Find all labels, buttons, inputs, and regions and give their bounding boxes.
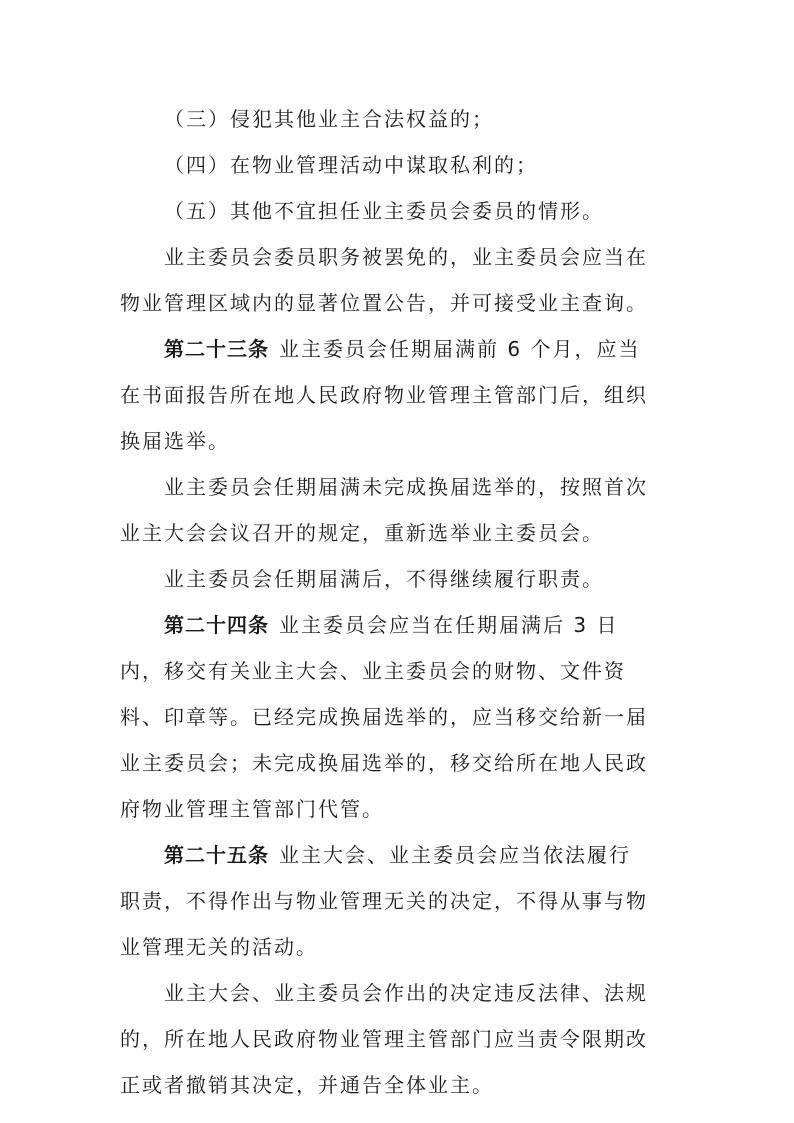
paragraph-line: 职责，不得作出与物业管理无关的决定，不得从事与物 — [120, 889, 648, 913]
paragraph-line: 业主委员会；未完成换届选举的，移交给所在地人民政 — [120, 751, 648, 775]
paragraph-line: 的，所在地人民政府物业管理主管部门应当责令限期改 — [120, 1027, 648, 1051]
paragraph-line: 料、印章等。已经完成换届选举的，应当移交给新一届 — [120, 705, 648, 729]
paragraph-line: 业管理无关的活动。 — [120, 935, 318, 959]
paragraph-line: 在书面报告所在地人民政府物业管理主管部门后，组织 — [120, 383, 648, 407]
paragraph-line: 业主委员会任期届满未完成换届选举的，按照首次 — [164, 475, 648, 499]
document-body — [120, 96, 668, 1108]
paragraph-line: 内，移交有关业主大会、业主委员会的财物、文件资 — [120, 659, 626, 683]
paragraph-line: 业主委员会委员职务被罢免的，业主委员会应当在 — [164, 245, 648, 269]
article-24-first-line — [120, 602, 668, 648]
article-24-text: 业主委员会应当在任期届满后 3 日 — [279, 613, 619, 637]
article-23-title: 第二十三条 — [164, 337, 269, 361]
paragraph-line: 业主大会会议召开的规定，重新选举业主委员会。 — [120, 521, 604, 545]
article-23-text: 业主委员会任期届满前 6 个月，应当 — [279, 337, 641, 361]
paragraph-line: 府物业管理主管部门代管。 — [120, 797, 384, 821]
article-25-first-line — [120, 832, 668, 878]
paragraph-line: 正或者撤销其决定，并通告全体业主。 — [120, 1073, 494, 1097]
article-25-title: 第二十五条 — [164, 843, 269, 867]
clause-4-line: （四）在物业管理活动中谋取私利的； — [164, 153, 538, 177]
article-25-text: 业主大会、业主委员会应当依法履行 — [279, 843, 631, 867]
paragraph-line: 业主大会、业主委员会作出的决定违反法律、法规 — [164, 981, 648, 1005]
clause-3-line: （三）侵犯其他业主合法权益的； — [164, 107, 494, 131]
paragraph-line: 业主委员会任期届满后，不得继续履行职责。 — [164, 567, 604, 591]
paragraph-line: 物业管理区域内的显著位置公告，并可接受业主查询。 — [120, 291, 648, 315]
article-23-first-line — [120, 326, 668, 372]
article-24-title: 第二十四条 — [164, 613, 269, 637]
paragraph-line: 换届选举。 — [120, 429, 230, 453]
clause-5-line: （五）其他不宜担任业主委员会委员的情形。 — [164, 199, 604, 223]
